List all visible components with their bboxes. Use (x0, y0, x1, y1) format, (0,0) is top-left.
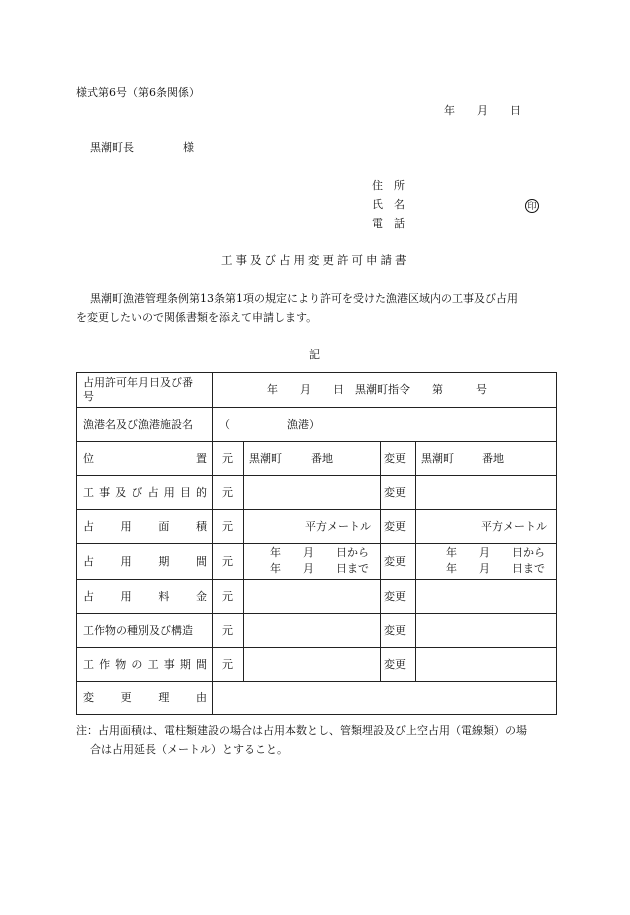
form-number: 様式第6号（第6条関係） (76, 86, 200, 99)
permit-value: 年 月 日 黒潮町指令 第 号 (267, 383, 487, 396)
note-line-1: 注：占用面積は、電柱類建設の場合は占用本数とし、管類埋設及び上空占用（電線類）の場 (76, 724, 527, 737)
period-new-from: 年 月 日から (446, 546, 545, 559)
location-new-town: 黒潮町 (421, 452, 454, 465)
location-orig-town: 黒潮町 (249, 452, 282, 465)
area-label: 占 用 面 積 (83, 520, 207, 533)
permit-label-line2: 号 (83, 390, 94, 403)
work-period-change-marker: 変更 (384, 658, 406, 671)
address-label: 住 所 (372, 179, 405, 192)
body-line-2: を変更したいので関係書類を添えて申請します。 (76, 311, 318, 324)
purpose-label: 工 事 及 び 占 用 目 的 (83, 486, 207, 499)
area-new-unit: 平方メートル (481, 520, 547, 533)
structure-label: 工作物の種別及び構造 (83, 624, 193, 637)
location-change-marker: 変更 (384, 452, 406, 465)
phone-label: 電 話 (372, 217, 405, 230)
location-new-addr: 番地 (482, 452, 504, 465)
port-value-open: （ (219, 418, 230, 431)
location-label: 位 置 (83, 452, 207, 465)
purpose-orig-marker: 元 (222, 486, 233, 499)
location-orig-addr: 番地 (311, 452, 333, 465)
work-period-label: 工 作 物 の 工 事 期 間 (83, 658, 207, 671)
note-line-2: 合は占用延長（メートル）とすること。 (90, 743, 288, 756)
purpose-change-marker: 変更 (384, 486, 406, 499)
body-line-1: 黒潮町漁港管理条例第13条第1項の規定により許可を受けた漁港区域内の工事及び占用 (90, 292, 518, 305)
application-table (76, 372, 557, 715)
location-orig-marker: 元 (222, 452, 233, 465)
area-orig-marker: 元 (222, 520, 233, 533)
name-label: 氏 名 (372, 198, 405, 211)
period-orig-from: 年 月 日から (270, 546, 369, 559)
structure-orig-marker: 元 (222, 624, 233, 637)
period-change-marker: 変更 (384, 555, 406, 568)
ki-heading: 記 (309, 348, 320, 361)
fee-label: 占 用 料 金 (83, 590, 207, 603)
date-line: 年 月 日 (444, 104, 521, 117)
period-new-to: 年 月 日まで (446, 562, 545, 575)
period-orig-to: 年 月 日まで (270, 562, 369, 575)
port-label: 漁港名及び漁港施設名 (83, 418, 193, 431)
port-value-close: 漁港） (287, 418, 320, 431)
area-change-marker: 変更 (384, 520, 406, 533)
structure-change-marker: 変更 (384, 624, 406, 637)
work-period-orig-marker: 元 (222, 658, 233, 671)
fee-orig-marker: 元 (222, 590, 233, 603)
document-title: 工事及び占用変更許可申請書 (221, 253, 410, 267)
reason-label: 変 更 理 由 (83, 691, 207, 704)
period-orig-marker: 元 (222, 555, 233, 568)
permit-label-line1: 占用許可年月日及び番 (83, 376, 193, 389)
area-orig-unit: 平方メートル (305, 520, 371, 533)
addressee-honorific: 様 (183, 141, 194, 154)
seal-icon: 印 (525, 199, 539, 213)
period-label: 占 用 期 間 (83, 555, 207, 568)
fee-change-marker: 変更 (384, 590, 406, 603)
addressee-name: 黒潮町長 (90, 141, 134, 154)
